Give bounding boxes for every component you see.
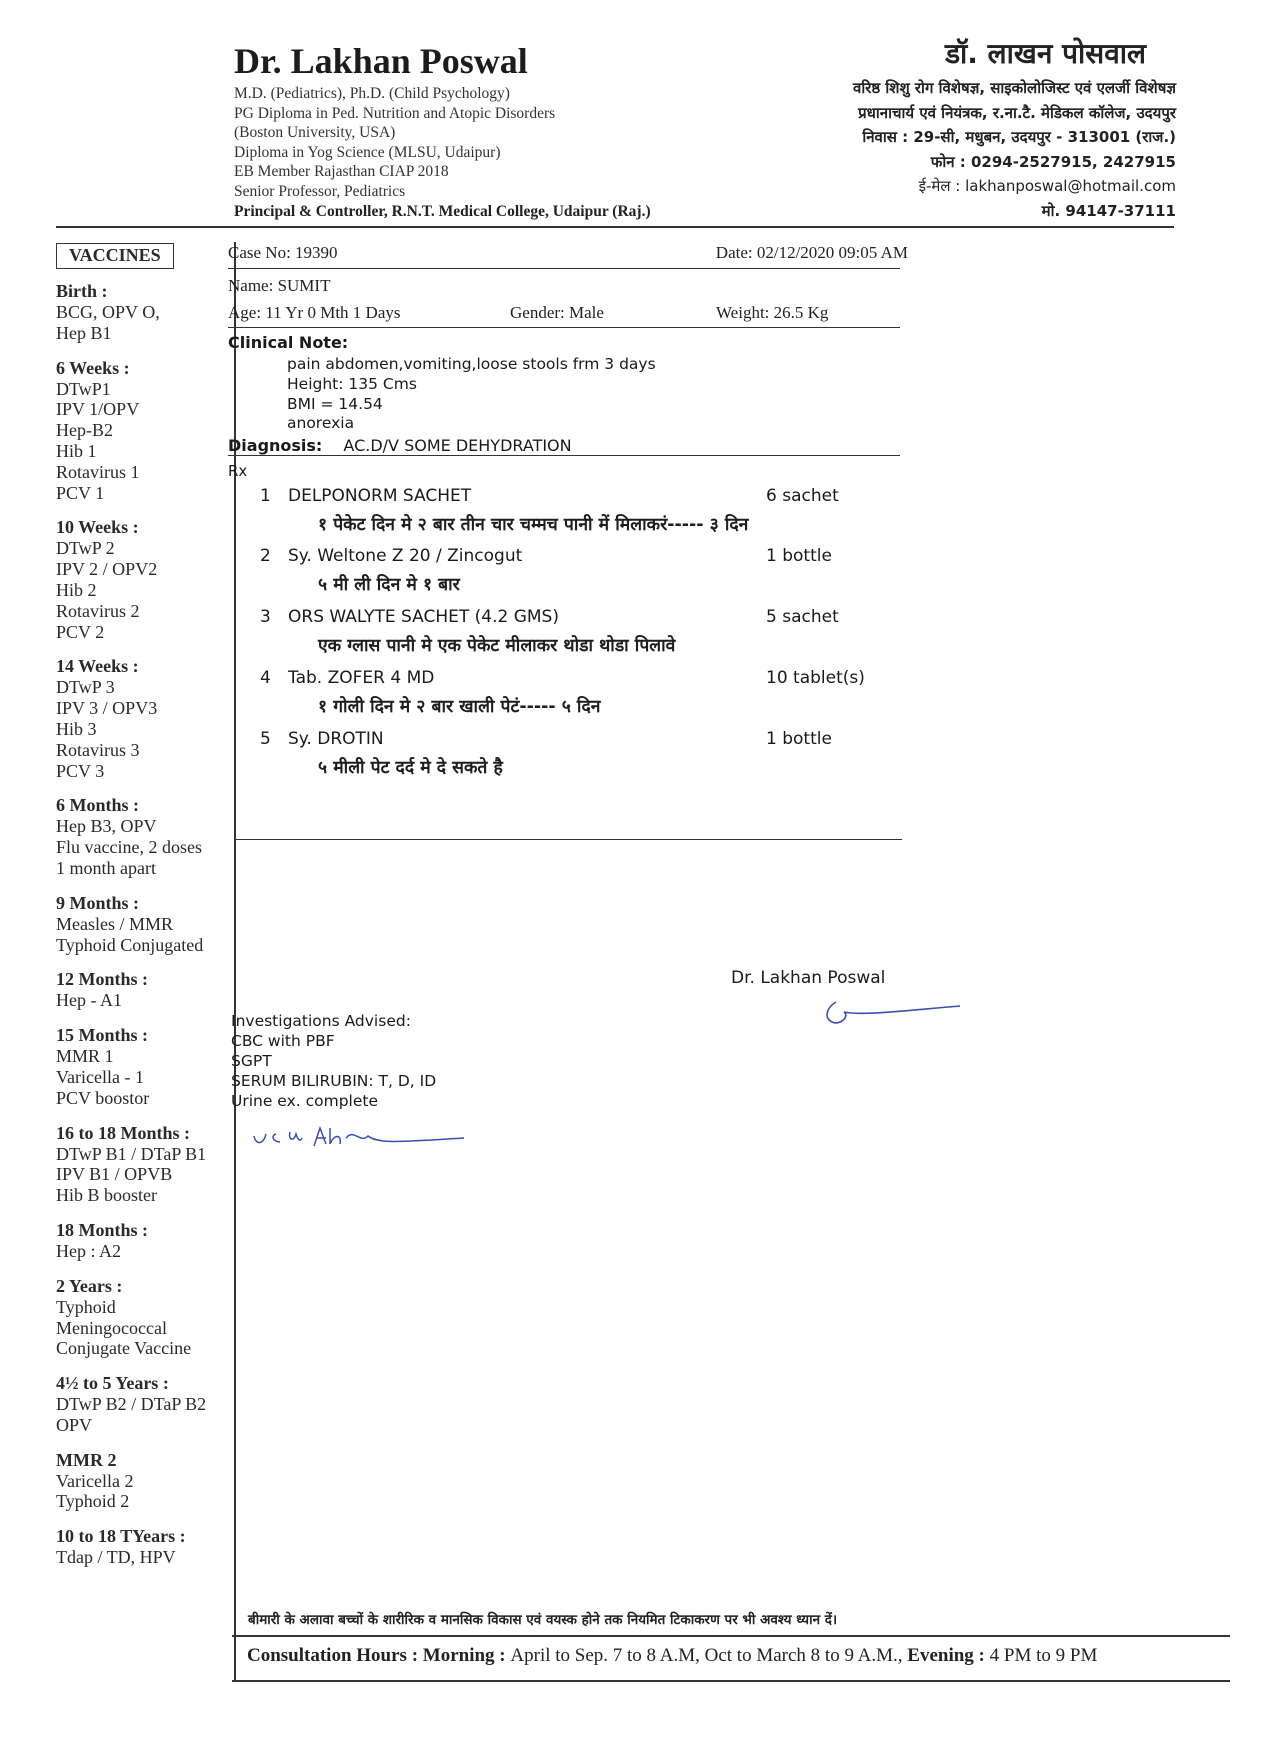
medicine-name: Tab. ZOFER 4 MD <box>288 668 435 688</box>
patient-name: Name: SUMIT <box>228 276 331 295</box>
hindi-details <box>656 76 1176 223</box>
patient-weight: Weight: 26.5 Kg <box>716 303 829 322</box>
vaccine-group-heading: 16 to 18 Months : <box>56 1122 190 1143</box>
patient-age: Age: 11 Yr 0 Mth 1 Days <box>228 303 401 322</box>
vaccine-item: Rotavirus 2 <box>56 600 140 621</box>
vaccine-item: Typhoid 2 <box>56 1491 130 1512</box>
position-line: Principal & Controller, R.N.T. Medical College, Udaipur (Raj.) <box>234 202 651 220</box>
vaccine-group <box>56 1025 236 1108</box>
evening-label: Evening : <box>907 1645 990 1666</box>
vaccine-group-heading: 10 to 18 TYears : <box>56 1526 186 1547</box>
clinical-line: pain abdomen,vomiting,loose stools frm 3 days <box>287 355 656 373</box>
medicine-quantity: 6 sachet <box>766 486 839 506</box>
investigation-line: Urine ex. complete <box>231 1092 379 1110</box>
medicine-instruction: ५ मी ली दिन मे १ बार <box>318 575 460 595</box>
qualification-line: Senior Professor, Pediatrics <box>234 182 406 200</box>
investigations <box>231 1011 436 1111</box>
vaccine-groups <box>56 281 236 1568</box>
patient-name-row <box>228 276 908 296</box>
vaccine-item: Hib 2 <box>56 579 97 600</box>
diagnosis-divider <box>228 455 900 456</box>
clinical-note <box>287 355 656 434</box>
header-divider <box>56 226 1174 228</box>
sidebar-divider <box>234 242 236 1680</box>
medicine-quantity: 5 sachet <box>766 607 839 627</box>
vaccine-item: Measles / MMR <box>56 913 173 934</box>
vaccine-group-heading: 15 Months : <box>56 1025 149 1046</box>
morning-hours: April to Sep. 7 to 8 A.M, Oct to March 8 to 9 A.M., <box>510 1645 908 1666</box>
vaccine-group <box>56 969 236 1011</box>
vaccine-item: IPV 2 / OPV2 <box>56 559 158 580</box>
vaccine-group <box>56 656 236 781</box>
vaccine-item: PCV boostor <box>56 1087 150 1108</box>
vaccine-item: Hep B3, OPV <box>56 816 157 837</box>
vaccine-item: Rotavirus 3 <box>56 739 140 760</box>
vaccine-item: IPV 1/OPV <box>56 399 140 420</box>
rx-end-divider <box>234 839 902 840</box>
clinical-line: Height: 135 Cms <box>287 374 417 393</box>
info-divider <box>228 268 900 269</box>
medicine-name: ORS WALYTE SACHET (4.2 GMS) <box>288 607 559 627</box>
vaccine-item: 1 month apart <box>56 857 156 878</box>
vaccine-group <box>56 893 236 956</box>
vaccine-item: Hep-B2 <box>56 420 113 441</box>
medicine-instruction: ५ मीली पेट दर्द मे दे सकते है <box>318 758 503 778</box>
vaccine-group <box>56 1450 236 1513</box>
vaccine-item: Hib 3 <box>56 718 97 739</box>
hindi-line: प्रधानाचार्य एवं नियंत्रक, र.ना.टै. मेडिकल कॉलेज, उदयपुर <box>858 103 1176 122</box>
doctor-name: Dr. Lakhan Poswal <box>234 41 528 81</box>
vaccine-item: PCV 1 <box>56 482 105 503</box>
vaccine-item: Hib 1 <box>56 440 97 461</box>
investigation-line: CBC with PBF <box>231 1032 335 1050</box>
case-number: Case No: 19390 <box>228 243 338 262</box>
diagnosis-label: Diagnosis: <box>228 436 323 455</box>
qualification-line: M.D. (Pediatrics), Ph.D. (Child Psychology) <box>234 85 510 102</box>
vaccine-group-heading: MMR 2 <box>56 1449 117 1470</box>
evening-hours: 4 PM to 9 PM <box>989 1645 1098 1666</box>
medicine-name: Sy. Weltone Z 20 / Zincogut <box>288 546 523 566</box>
vaccine-item: DTwP1 <box>56 378 111 399</box>
vaccine-group-heading: 2 Years : <box>56 1275 123 1296</box>
diagnosis-value: AC.D/V SOME DEHYDRATION <box>343 436 572 455</box>
vaccine-item: Varicella - 1 <box>56 1066 144 1087</box>
vaccine-item: MMR 1 <box>56 1046 114 1067</box>
vaccine-item: Meningococcal <box>56 1317 167 1338</box>
vaccine-group <box>56 1123 236 1206</box>
vaccine-item: BCG, OPV O, <box>56 302 160 322</box>
medicine-name: DELPONORM SACHET <box>288 486 472 506</box>
vaccine-item: Varicella 2 <box>56 1470 134 1491</box>
hindi-line: निवास : 29-सी, मधुबन, उदयपुर - 313001 (राज.) <box>862 128 1176 146</box>
vaccine-group-heading: Birth : <box>56 281 108 301</box>
doctor-signature-icon <box>822 998 962 1032</box>
vaccine-item: DTwP 3 <box>56 677 115 698</box>
vaccine-group <box>56 358 236 504</box>
qualification-line: EB Member Rajasthan CIAP 2018 <box>234 163 449 181</box>
info-divider <box>228 327 900 328</box>
medicine-number: 5 <box>260 729 271 749</box>
consult-label: Consultation Hours : <box>247 1645 423 1666</box>
vaccine-item: PCV 2 <box>56 621 105 642</box>
vaccine-group-heading: 4½ to 5 Years : <box>56 1373 169 1394</box>
mobile-line: मो. 94147-37111 <box>1041 201 1176 220</box>
vaccine-group-heading: 6 Weeks : <box>56 357 130 378</box>
vaccine-group <box>56 795 236 878</box>
vaccine-group <box>56 1276 236 1359</box>
vaccine-group <box>56 517 236 642</box>
medicine-name: Sy. DROTIN <box>288 729 384 749</box>
vaccine-group-heading: 10 Weeks : <box>56 517 139 538</box>
footer-hindi-note: बीमारी के अलावा बच्चों के शारीरिक व मानसिक विकास एवं वयस्क होने तक नियमित टिकाकरण पर भी अवश्य ध्यान दें। <box>248 1612 838 1628</box>
vaccine-item: OPV <box>56 1414 93 1435</box>
investigations-label: Investigations Advised: <box>231 1012 411 1030</box>
vaccine-item: Flu vaccine, 2 doses <box>56 837 202 858</box>
vaccine-sidebar <box>56 243 236 1582</box>
vaccine-group-heading: 6 Months : <box>56 795 140 816</box>
signature-name: Dr. Lakhan Poswal <box>731 968 886 988</box>
vaccine-group-heading: 9 Months : <box>56 892 140 913</box>
medicine-number: 4 <box>260 668 271 688</box>
medicine-instruction: १ गोली दिन मे २ बार खाली पेटं----- ५ दिन <box>318 697 601 717</box>
vaccine-item: DTwP B2 / DTaP B2 <box>56 1394 207 1415</box>
clinical-line: anorexia <box>287 414 355 433</box>
clinical-note-label: Clinical Note: <box>228 333 349 352</box>
medicine-number: 2 <box>260 546 271 566</box>
diagnosis <box>228 436 572 455</box>
clinical-line: BMI = 14.54 <box>287 394 383 413</box>
vaccine-item: Hep : A2 <box>56 1240 121 1261</box>
investigation-line: SGPT <box>231 1052 272 1070</box>
vaccine-item: Tdap / TD, HPV <box>56 1547 176 1568</box>
qualification-line: PG Diploma in Ped. Nutrition and Atopic Disorders <box>234 104 556 122</box>
vaccine-item: Hep - A1 <box>56 990 122 1011</box>
doctor-name-hindi: डॉ. लाखन पोसवाल <box>945 37 1146 70</box>
rx-label: Rx <box>228 462 248 480</box>
vaccine-item: IPV B1 / OPVB <box>56 1164 173 1185</box>
vaccines-title: VACCINES <box>56 243 174 269</box>
vaccine-group <box>56 281 236 344</box>
vaccine-group <box>56 1220 236 1262</box>
medicine-instruction: १ पेकेट दिन मे २ बार तीन चार चम्मच पानी में मिलाकरं----- ३ दिन <box>318 515 749 535</box>
footer-divider <box>232 1680 1230 1682</box>
medicine-instruction: एक ग्लास पानी मे एक पेकेट मीलाकर थोडा थोडा पिलावे <box>318 636 676 656</box>
medicine-quantity: 1 bottle <box>766 729 832 749</box>
vaccine-item: PCV 3 <box>56 760 105 781</box>
medicine-number: 3 <box>260 607 271 627</box>
vaccine-item: Typhoid Conjugated <box>56 934 204 955</box>
vaccine-item: IPV 3 / OPV3 <box>56 698 158 719</box>
handwritten-note-icon <box>250 1124 470 1154</box>
vaccine-group-heading: 14 Weeks : <box>56 656 139 677</box>
investigation-line: SERUM BILIRUBIN: T, D, ID <box>231 1072 437 1090</box>
patient-stats-row <box>228 303 908 323</box>
visit-date: Date: 02/12/2020 09:05 AM <box>715 243 908 262</box>
medicine-quantity: 10 tablet(s) <box>766 668 865 688</box>
vaccine-group-heading: 12 Months : <box>56 969 149 990</box>
vaccine-item: Typhoid <box>56 1296 116 1317</box>
hindi-line: फोन : 0294-2527915, 2427915 <box>930 152 1176 171</box>
vaccine-group <box>56 1373 236 1436</box>
vaccine-item: Rotavirus 1 <box>56 461 140 482</box>
medicine-quantity: 1 bottle <box>766 546 832 566</box>
qualification-line: (Boston University, USA) <box>234 124 396 142</box>
patient-gender: Gender: Male <box>510 303 604 322</box>
vaccine-item: Hep B1 <box>56 322 112 343</box>
consultation-hours <box>247 1645 1097 1667</box>
hindi-line: वरिष्ठ शिशु रोग विशेषज्ञ, साइकोलोजिस्ट एवं एलर्जी विशेषज्ञ <box>853 79 1176 97</box>
footer-divider <box>232 1635 1230 1637</box>
qualification-line: Diploma in Yog Science (MLSU, Udaipur) <box>234 143 501 161</box>
medicine-number: 1 <box>260 486 271 506</box>
vaccine-item: DTwP B1 / DTaP B1 <box>56 1143 207 1164</box>
vaccine-item: DTwP 2 <box>56 538 115 559</box>
vaccine-group <box>56 1526 236 1568</box>
vaccine-group-heading: 18 Months : <box>56 1219 149 1240</box>
vaccine-item: Conjugate Vaccine <box>56 1338 192 1359</box>
morning-label: Morning : <box>422 1645 511 1666</box>
vaccine-item: Hib B booster <box>56 1185 157 1206</box>
email-line: ई-मेल : lakhanposwal@hotmail.com <box>918 177 1176 195</box>
